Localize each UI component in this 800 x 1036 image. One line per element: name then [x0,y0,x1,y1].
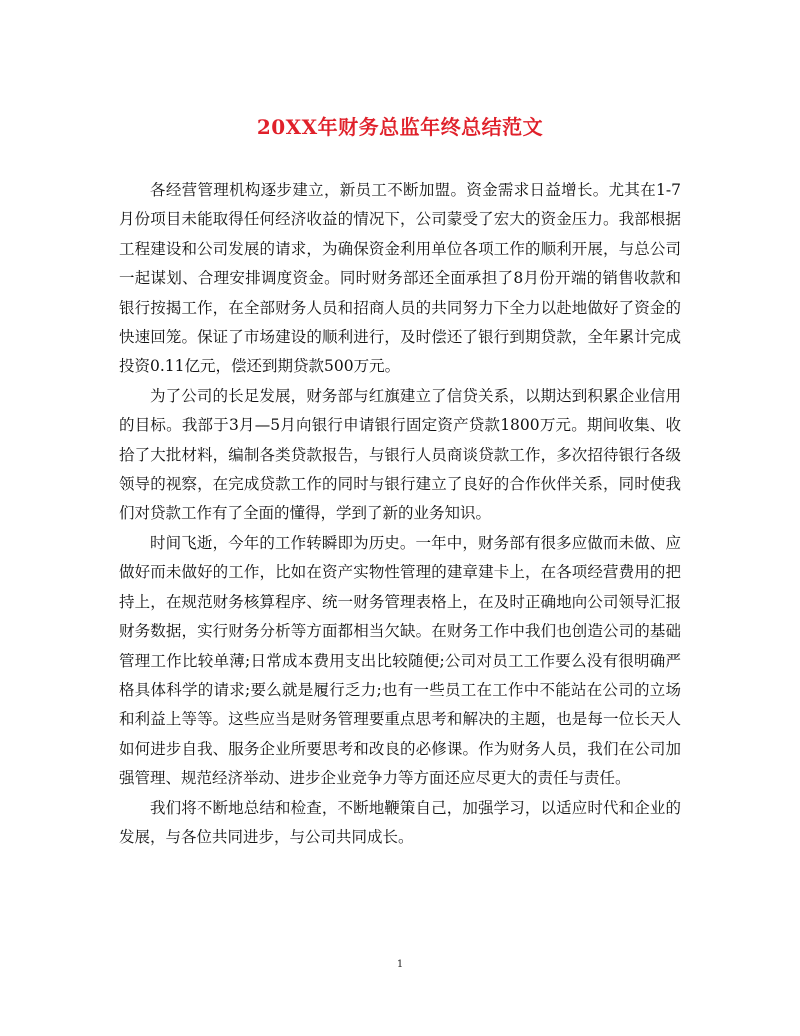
document-body [119,176,681,852]
page-number: 1 [396,959,404,970]
document-title: 20XX年财务总监年终总结范文 [256,115,544,139]
paragraph-4: 我们将不断地总结和检查，不断地鞭策自己，加强学习，以适应时代和企业的发展，与各位共同进步，与公司共同成长。 [119,798,681,846]
paragraph-2: 为了公司的长足发展，财务部与红旗建立了信贷关系，以期达到积累企业信用的目标。我部于3月—5月向银行申请银行固定资产贷款1800万元。期间收集、收拾了大批材料，编制各类贷款报告，与银行人员商谈贷款工作，多次招待银行各级领导的视察，在完成贷款工作的同时与银行建立了良好的合作伙伴关系，同时使我们对贷款工作有了全面的懂得，学到了新的业务知识。 [119,386,681,523]
paragraph-1: 各经营管理机构逐步建立，新员工不断加盟。资金需求日益增长。尤其在1-7月份项目未能取得任何经济收益的情况下，公司蒙受了宏大的资金压力。我部根据工程建设和公司发展的请求，为确保资金利用单位各项工作的顺利开展，与总公司一起谋划、合理安排调度资金。同时财务部还全面承担了8月份开端的销售收款和银行按揭工作，在全部财务人员和招商人员的共同努力下全力以赴地做好了资金的快速回笼。保证了市场建设的顺利进行，及时偿还了银行到期贷款，全年累计完成投资0.11亿元，偿还到期贷款500万元。 [119,181,681,376]
paragraph-3: 时间飞逝，今年的工作转瞬即为历史。一年中，财务部有很多应做而未做、应做好而未做好的工作，比如在资产实物性管理的建章建卡上，在各项经营费用的把持上，在规范财务核算程序、统一财务管理表格上，在及时正确地向公司领导汇报财务数据，实行财务分析等方面都相当欠缺。在财务工作中我们也创造公司的基础管理工作比较单薄;日常成本费用支出比较随便;公司对员工工作要么没有很明确严格具体科学的请求;要么就是履行乏力;也有一些员工在工作中不能站在公司的立场和利益上等等。这些应当是财务管理要重点思考和解决的主题，也是每一位长天人如何进步自我、服务企业所要思考和改良的必修课。作为财务人员，我们在公司加强管理、规范经济举动、进步企业竞争力等方面还应尽更大的责任与责任。 [119,533,681,788]
